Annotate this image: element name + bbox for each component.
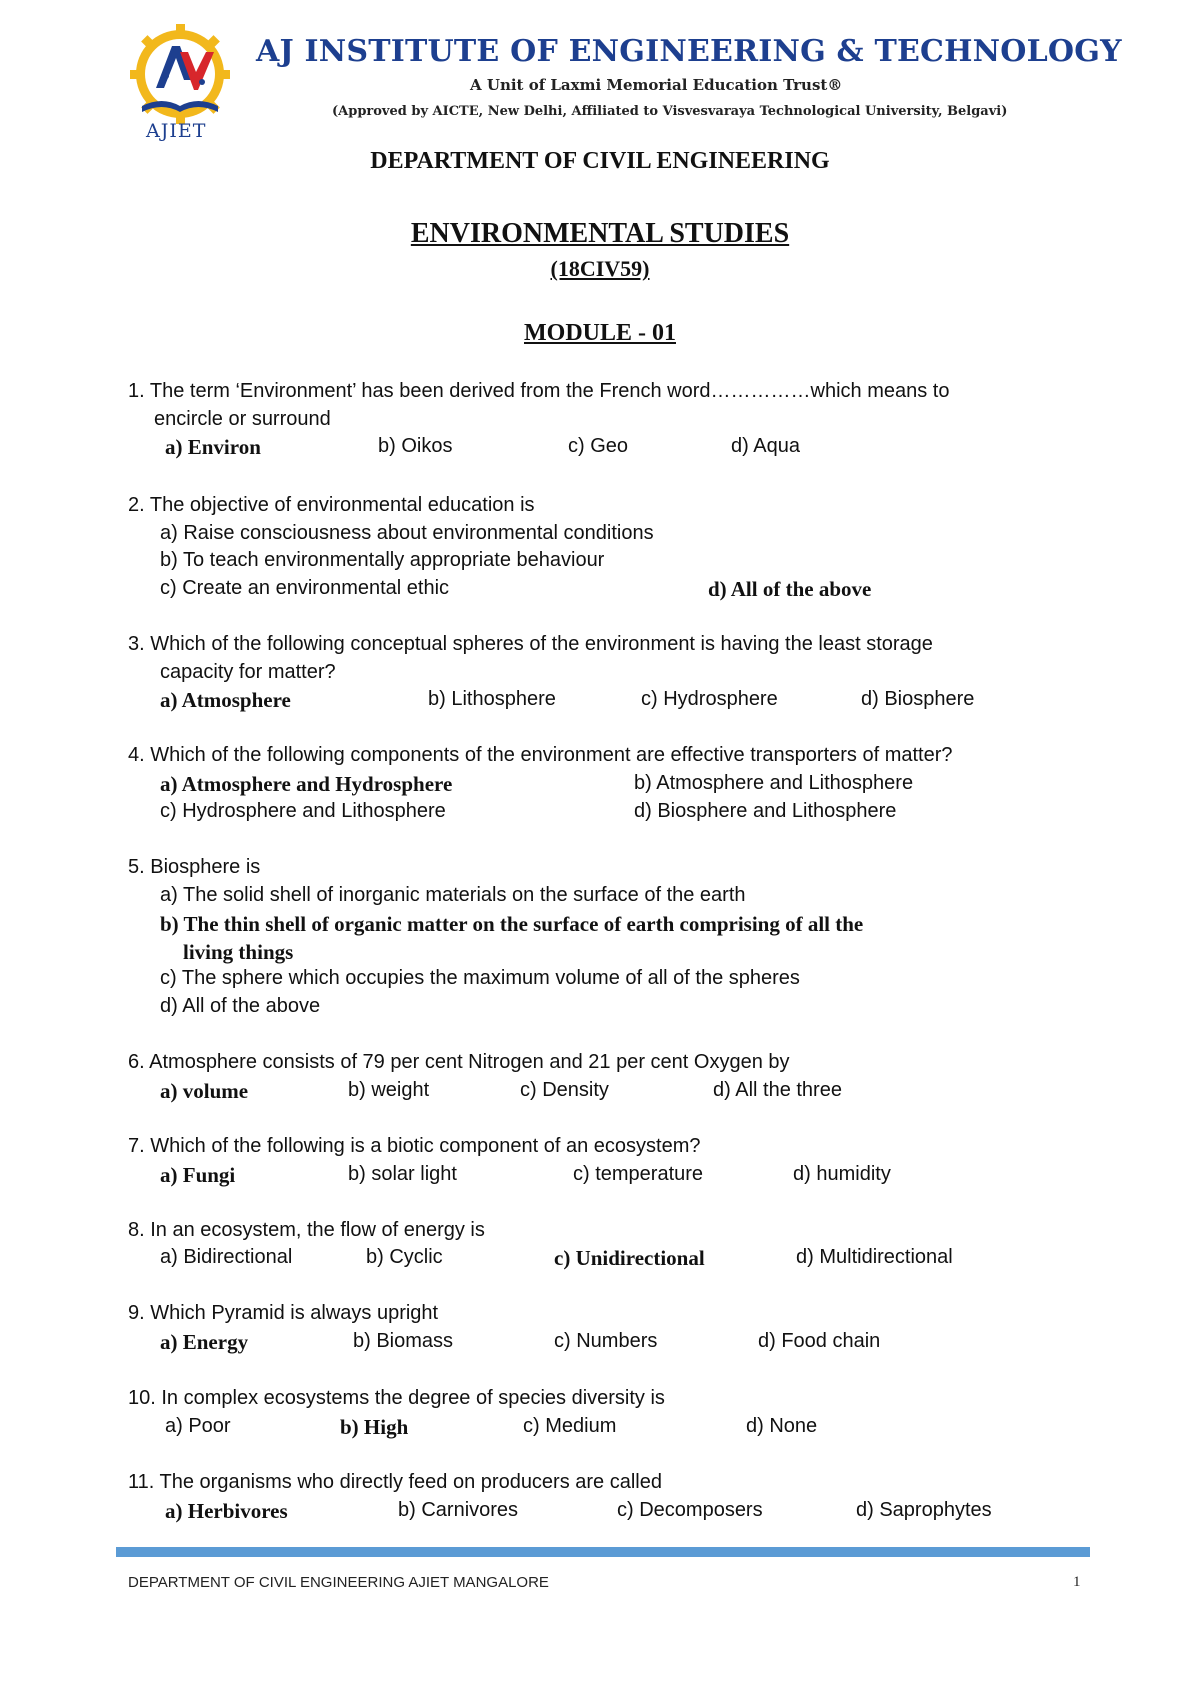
q5-option-c: c) The sphere which occupies the maximum volume of all of the spheres xyxy=(160,967,800,989)
q9-option-c: c) Numbers xyxy=(554,1330,658,1352)
footer-divider xyxy=(116,1547,1090,1557)
q1-option-b: b) Oikos xyxy=(378,435,453,457)
question-10: 10. In complex ecosystems the degree of species diversity is xyxy=(128,1387,665,1409)
page-number: 1 xyxy=(1073,1574,1081,1590)
logo-text: AJIET xyxy=(146,120,207,142)
question-4: 4. Which of the following components of the environment are effective transporters of matter? xyxy=(128,744,953,766)
institute-logo xyxy=(128,22,238,146)
question-1: 1. The term ‘Environment’ has been derived from the French word……………which means to xyxy=(128,380,950,402)
q5-option-a: a) The solid shell of inorganic materials on the surface of the earth xyxy=(160,884,746,906)
q4-option-c: c) Hydrosphere and Lithosphere xyxy=(160,800,446,822)
q6-option-d: d) All the three xyxy=(713,1079,842,1101)
q6-option-c: c) Density xyxy=(520,1079,609,1101)
module-title: MODULE - 01 xyxy=(524,320,676,346)
department-heading: DEPARTMENT OF CIVIL ENGINEERING xyxy=(370,148,830,174)
q1-option-d: d) Aqua xyxy=(731,435,800,457)
q2-option-c: c) Create an environmental ethic xyxy=(160,577,450,599)
q9-option-a: a) Energy xyxy=(160,1330,249,1354)
question-1-continued: encircle or surround xyxy=(154,408,331,430)
question-7: 7. Which of the following is a biotic component of an ecosystem? xyxy=(128,1135,701,1157)
question-8: 8. In an ecosystem, the flow of energy is xyxy=(128,1219,485,1241)
q5-option-d: d) All of the above xyxy=(160,995,321,1017)
q1-option-a: a) Environ xyxy=(165,435,261,459)
q1-option-c: c) Geo xyxy=(568,435,629,457)
question-9: 9. Which Pyramid is always upright xyxy=(128,1302,439,1324)
q9-option-d: d) Food chain xyxy=(758,1330,881,1352)
question-11: 11. The organisms who directly feed on producers are called xyxy=(128,1471,662,1493)
subject-code: (18CIV59) xyxy=(550,256,650,281)
q10-option-a: a) Poor xyxy=(165,1415,231,1437)
q10-option-c: c) Medium xyxy=(523,1415,617,1437)
q4-option-a: a) Atmosphere and Hydrosphere xyxy=(160,772,453,796)
question-3: 3. Which of the following conceptual spheres of the environment is having the least storage xyxy=(128,633,933,655)
question-2: 2. The objective of environmental education is xyxy=(128,494,535,516)
trust-line: A Unit of Laxmi Memorial Education Trust® xyxy=(470,76,843,94)
q7-option-b: b) solar light xyxy=(348,1163,457,1185)
q8-option-a: a) Bidirectional xyxy=(160,1246,293,1268)
q8-option-b: b) Cyclic xyxy=(366,1246,443,1268)
q6-option-a: a) volume xyxy=(160,1079,249,1103)
q5-option-b: b) The thin shell of organic matter on the surface of earth comprising of all the xyxy=(160,912,864,936)
institute-name: AJ INSTITUTE OF ENGINEERING & TECHNOLOGY xyxy=(256,34,1122,69)
q2-option-b: b) To teach environmentally appropriate behaviour xyxy=(160,549,605,571)
question-3-continued: capacity for matter? xyxy=(160,661,336,683)
q5-option-b-continued: living things xyxy=(183,940,294,964)
question-5: 5. Biosphere is xyxy=(128,856,261,878)
q3-option-d: d) Biosphere xyxy=(861,688,975,710)
q2-option-a: a) Raise consciousness about environmental conditions xyxy=(160,522,654,544)
q4-option-d: d) Biosphere and Lithosphere xyxy=(634,800,897,822)
q3-option-b: b) Lithosphere xyxy=(428,688,556,710)
q3-option-c: c) Hydrosphere xyxy=(641,688,778,710)
q11-option-b: b) Carnivores xyxy=(398,1499,519,1521)
q11-option-c: c) Decomposers xyxy=(617,1499,763,1521)
q3-option-a: a) Atmosphere xyxy=(160,688,291,712)
q10-option-b: b) High xyxy=(340,1415,409,1439)
q9-option-b: b) Biomass xyxy=(353,1330,454,1352)
q8-option-d: d) Multidirectional xyxy=(796,1246,953,1268)
footer-text: DEPARTMENT OF CIVIL ENGINEERING AJIET MANGALORE xyxy=(128,1574,549,1591)
approval-line: (Approved by AICTE, New Delhi, Affiliated to Visvesvaraya Technological University, Belgavi) xyxy=(332,104,1008,119)
q2-option-d: d) All of the above xyxy=(708,577,872,601)
q11-option-a: a) Herbivores xyxy=(165,1499,288,1523)
q6-option-b: b) weight xyxy=(348,1079,430,1101)
q10-option-d: d) None xyxy=(746,1415,818,1437)
q4-option-b: b) Atmosphere and Lithosphere xyxy=(634,772,914,794)
q7-option-d: d) humidity xyxy=(793,1163,891,1185)
q11-option-d: d) Saprophytes xyxy=(856,1499,992,1521)
subject-title: ENVIRONMENTAL STUDIES xyxy=(410,218,790,249)
question-6: 6. Atmosphere consists of 79 per cent Nitrogen and 21 per cent Oxygen by xyxy=(128,1051,790,1073)
q7-option-c: c) temperature xyxy=(573,1163,704,1185)
q8-option-c: c) Unidirectional xyxy=(554,1246,705,1270)
q7-option-a: a) Fungi xyxy=(160,1163,236,1187)
